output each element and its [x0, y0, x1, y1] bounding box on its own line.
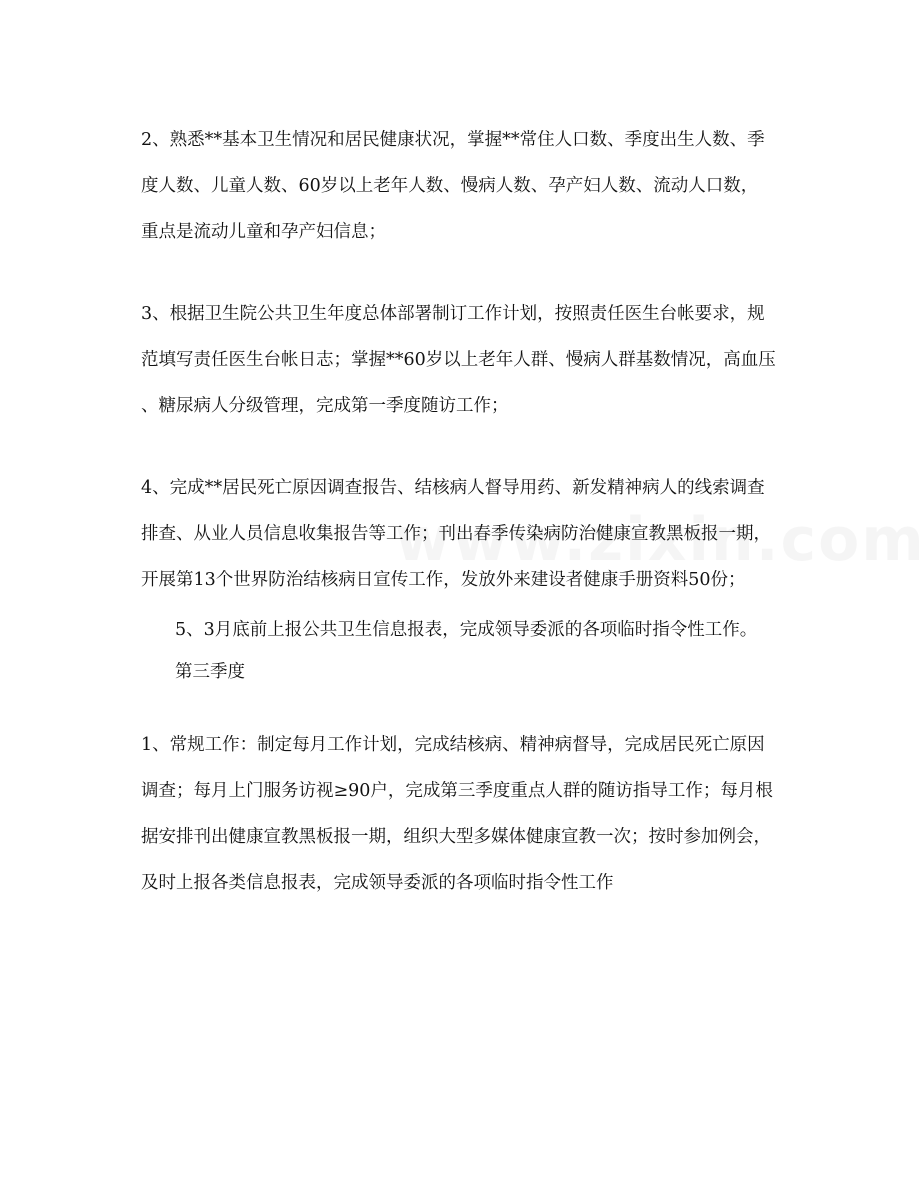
paragraph-4-line-1: 4、完成**居民死亡原因调查报告、结核病人督导用药、新发精神病人的线索调查 [141, 478, 765, 498]
paragraph-5: 5、3月底前上报公共卫生信息报表，完成领导委派的各项临时指令性工作。 [175, 620, 758, 640]
section-heading-q3: 第三季度 [175, 662, 245, 682]
paragraph-4-line-2: 排查、从业人员信息收集报告等工作；刊出春季传染病防治健康宣教黑板报一期， [141, 524, 771, 544]
paragraph-2-line-3: 重点是流动儿童和孕产妇信息； [141, 222, 386, 242]
paragraph-3-line-2: 范填写责任医生台帐日志；掌握**60岁以上老年人群、慢病人群基数情况，高血压 [141, 350, 776, 370]
q3-paragraph-1-line-2: 调查；每月上门服务访视≥90户，完成第三季度重点人群的随访指导工作；每月根 [141, 781, 773, 801]
q3-paragraph-1-line-1: 1、常规工作：制定每月工作计划，完成结核病、精神病督导，完成居民死亡原因 [141, 735, 765, 755]
paragraph-2-line-2: 度人数、儿童人数、60岁以上老年人数、慢病人数、孕产妇人数、流动人口数， [141, 176, 759, 196]
q3-paragraph-1-line-4: 及时上报各类信息报表，完成领导委派的各项临时指令性工作 [141, 873, 614, 893]
paragraph-3-line-1: 3、根据卫生院公共卫生年度总体部署制订工作计划，按照责任医生台帐要求，规 [141, 304, 765, 324]
q3-paragraph-1-line-3: 据安排刊出健康宣教黑板报一期，组织大型多媒体健康宣教一次；按时参加例会， [141, 827, 771, 847]
paragraph-2-line-1: 2、熟悉**基本卫生情况和居民健康状况，掌握**常住人口数、季度出生人数、季 [141, 130, 765, 150]
paragraph-3-line-3: 、糖尿病人分级管理，完成第一季度随访工作； [141, 396, 509, 416]
paragraph-4-line-3: 开展第13个世界防治结核病日宣传工作，发放外来建设者健康手册资料50份； [141, 570, 746, 590]
